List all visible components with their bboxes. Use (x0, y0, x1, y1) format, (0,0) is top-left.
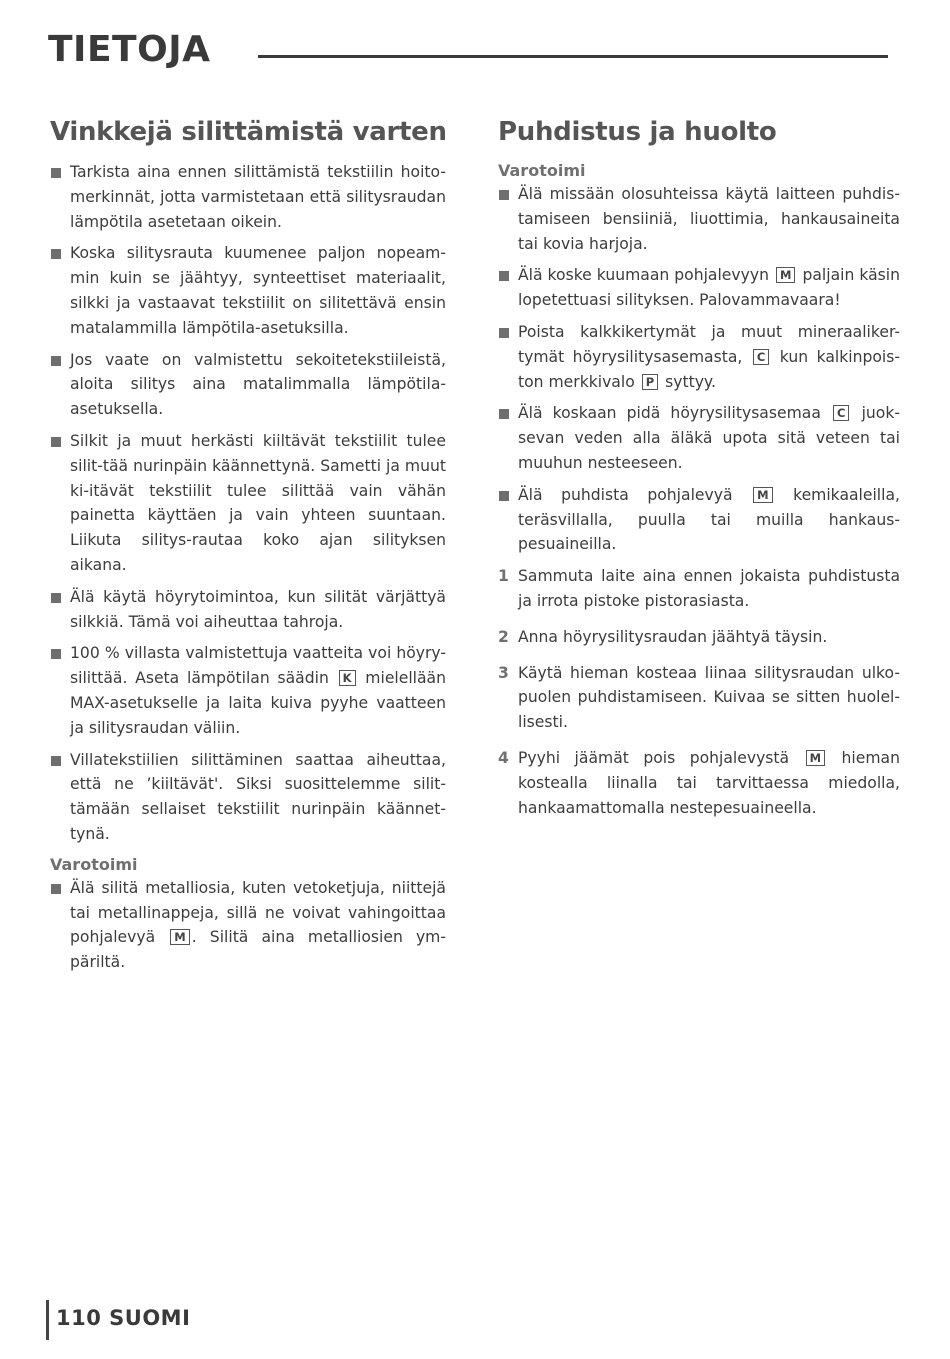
step-item (498, 625, 900, 650)
part-label-c: C (833, 405, 849, 421)
section-title-cleaning: Puhdistus ja huolto (498, 117, 777, 147)
warning-heading: Varotoimi (498, 161, 586, 180)
list-item (50, 241, 446, 340)
step-number: 4 (498, 748, 509, 767)
list-item (50, 348, 446, 422)
step-text: Pyyhi jäämät pois pohjalevystä (518, 748, 790, 767)
cleaning-warning-list (498, 182, 900, 557)
ironing-tips-list (50, 160, 446, 847)
part-label-m: M (753, 487, 772, 503)
item-text: kemikaaleilla, teräsvillalla, puulla tai muilla hankaus-pesuaineilla. (518, 485, 900, 554)
step-text: Anna höyrysilitysraudan jäähtyä täysin. (518, 627, 828, 646)
item-text: Villatekstiilien silittäminen saattaa aiheuttaa, että ne ’kiiltävät'. Siksi suosittelemme silit-tämään sellaiset tekstiilit nurinpäin käännet-tynä. (70, 750, 446, 843)
list-item (50, 585, 446, 635)
square-bullet-icon (51, 884, 61, 894)
square-bullet-icon (499, 491, 509, 501)
square-bullet-icon (51, 168, 61, 178)
step-text: hieman kostealla liinalla tai tarvittaessa miedolla, hankaamattomalla nestepesuaineella. (518, 748, 900, 817)
item-text: juok-sevan veden alla äläkä upota sitä veteen tai muuhun nesteeseen. (518, 404, 900, 472)
cleaning-column (498, 112, 900, 831)
page-header (48, 28, 888, 72)
step-item (498, 746, 900, 820)
item-text: mielellään MAX-asetukselle ja laita kuiva pyyhe vaatteen ja silitysraudan väliin. (70, 669, 446, 737)
square-bullet-icon (51, 356, 61, 366)
item-text: paljain käsin lopetettuasi silityksen. Palovammavaara! (518, 266, 901, 310)
item-text: kun kalkinpois-ton merkkivalo (518, 347, 900, 391)
part-label-m: M (170, 929, 189, 945)
item-text: Älä käytä höyrytoimintoa, kun silität värjättyä silkkiä. Tämä voi aiheuttaa tahroja. (70, 587, 446, 631)
list-item (498, 401, 900, 475)
step-item (498, 564, 900, 614)
list-item (498, 182, 900, 256)
item-text: 100 % villasta valmistettuja vaatteita voi höyry-silittää. Aseta lämpötilan säädin (70, 644, 446, 688)
square-bullet-icon (499, 409, 509, 419)
warning-list (50, 876, 446, 975)
list-item (498, 263, 900, 313)
list-item (50, 429, 446, 578)
item-text: Älä koske kuumaan pohjalevyyn (518, 266, 769, 285)
step-number: 1 (498, 567, 509, 586)
item-text: Älä silitä metalliosia, kuten vetoketjuja, niittejä tai metallinappeja, sillä ne voivat vahingoittaa pohjalevyä (70, 878, 446, 947)
square-bullet-icon (51, 756, 61, 766)
step-item (498, 661, 900, 735)
item-text: Jos vaate on valmistettu sekoitetekstiileistä, aloita silitys aina matalimmalla lämpötila-asetuksella. (70, 350, 446, 419)
square-bullet-icon (499, 271, 509, 281)
cleaning-steps-list (498, 564, 900, 820)
list-item (50, 748, 446, 847)
list-item (50, 876, 446, 975)
part-label-k: K (339, 670, 356, 686)
square-bullet-icon (499, 328, 509, 338)
item-text: Älä puhdista pohjalevyä (518, 485, 733, 504)
part-label-c: C (753, 349, 769, 365)
section-title-ironing-tips: Vinkkejä silittämistä varten (50, 117, 447, 147)
square-bullet-icon (51, 649, 61, 659)
list-item (50, 641, 446, 740)
item-text: . Silitä aina metalliosien ym-päriltä. (70, 928, 446, 972)
part-label-m: M (806, 750, 825, 766)
step-text: Sammuta laite aina ennen jokaista puhdistusta ja irrota pistoke pistorasiasta. (518, 567, 900, 610)
list-item (498, 483, 900, 557)
item-text: Poista kalkkikertymät ja muut mineraaliker-tymät höyrysilitysasemasta, (518, 322, 900, 366)
header-rule (258, 55, 888, 58)
step-number: 3 (498, 663, 509, 682)
footer-bar (46, 1300, 49, 1340)
footer-text (56, 1306, 190, 1330)
item-text: Älä koskaan pidä höyrysilitysasemaa (518, 404, 821, 423)
list-item (50, 160, 446, 234)
ironing-tips-column (50, 112, 446, 982)
part-label-m: M (776, 267, 795, 283)
part-label-p: P (642, 374, 658, 390)
step-number: 2 (498, 627, 509, 646)
warning-heading: Varotoimi (50, 854, 138, 874)
page-number: 110 (56, 1306, 102, 1330)
item-text: Koska silitysrauta kuumenee paljon nopeam-min kuin se jäähtyy, synteettiset materiaalit, silkki ja vastaavat tekstiilit on silitettävä ensin matalammilla lämpötila-asetuksilla. (70, 244, 446, 337)
square-bullet-icon (51, 249, 61, 259)
square-bullet-icon (499, 190, 509, 200)
item-text: Älä missään olosuhteissa käytä laitteen puhdis-tamiseen bensiiniä, liuottimia, hankausaineita tai kovia harjoja. (518, 185, 900, 253)
item-text: Tarkista aina ennen silittämistä tekstiilin hoito-merkinnät, jotta varmistetaan että silitysraudan lämpötila asetetaan oikein. (70, 163, 446, 231)
item-text: syttyy. (665, 372, 716, 391)
square-bullet-icon (51, 593, 61, 603)
footer-language: SUOMI (109, 1306, 191, 1330)
step-text: Käytä hieman kosteaa liinaa silitysraudan ulko-puolen puhdistamiseen. Kuivaa se sitten huolel-lisesti. (518, 663, 900, 732)
square-bullet-icon (51, 437, 61, 447)
page-title: TIETOJA (48, 29, 211, 70)
item-text: Silkit ja muut herkästi kiiltävät tekstiilit tulee silit-tää nurinpäin käännettynä. Sametti ja muut ki-itävät tekstiilit tulee silittää vain vähän painetta käyttäen ja vain yhteen suuntaan. Liikuta silitys-rautaa koko ajan silityksen aikana. (70, 431, 446, 574)
list-item (498, 320, 900, 394)
